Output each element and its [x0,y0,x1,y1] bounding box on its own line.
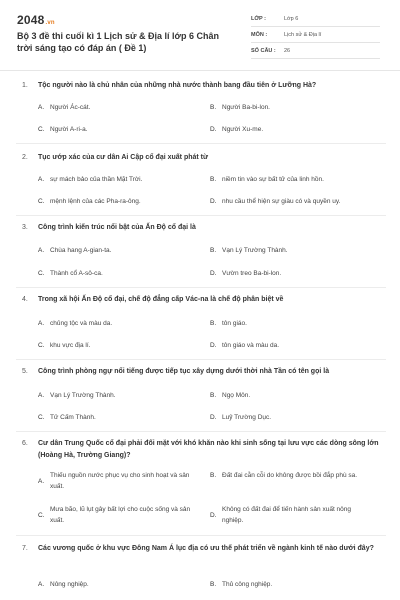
question-stem: Tục ướp xác của cư dân Ai Cập cổ đại xuất phát từ [38,154,209,161]
question-7 [16,543,388,555]
question-text [16,366,388,378]
option-letter: C. [38,126,45,133]
option-text: khu vực địa lí. [50,342,91,349]
option-text: chủng tộc và màu da. [50,320,113,327]
option-a[interactable] [38,174,200,185]
option-a[interactable] [38,245,200,256]
option-text: Chùa hang A-gian-ta. [50,247,112,254]
divider [16,143,386,144]
meta-row-count [251,43,380,59]
option-letter: A. [38,477,45,485]
option-c[interactable] [38,412,200,423]
option-text: Thủ công nghiệp. [222,581,273,588]
option-d[interactable] [210,412,372,423]
question-text [16,294,388,306]
logo-suffix: .vn [45,20,55,26]
option-text: Luỹ Trường Dục. [222,414,272,421]
option-text: mệnh lệnh của các Pha-ra-ông. [50,198,141,205]
option-text: Không có đất đai để tiến hành sản xuất nông nghiệp. [222,506,352,524]
option-letter: D. [210,126,217,133]
option-c[interactable] [38,268,200,279]
divider [16,215,386,216]
option-letter: D. [210,511,217,519]
question-4 [16,294,388,306]
option-letter: C. [38,342,45,349]
question-stem: Các vương quốc ở khu vực Đông Nam Á lục địa có ưu thế phát triển về ngành kinh tế nào dưới đây? [38,545,374,552]
option-b[interactable] [210,245,372,256]
option-letter: B. [210,104,217,111]
option-letter: D. [210,270,217,277]
logo-text: 2048 [17,13,45,27]
question-text [16,222,388,234]
meta-label: LỚP : [251,15,266,22]
question-stem: Trong xã hội Ấn Độ cổ đại, chế độ đẳng cấp Vác-na là chế độ phân biệt về [38,296,284,303]
option-text: Đất đai cằn cỗi do không được bồi đắp phù sa. [222,472,358,479]
option-letter: C. [38,414,45,421]
site-logo[interactable] [17,13,55,27]
option-b[interactable] [210,318,372,329]
option-text: Thành cổ A-sô-ca. [50,270,103,277]
option-b[interactable] [210,390,372,401]
option-text: Tử Cấm Thành. [50,414,96,421]
question-text [16,438,388,462]
option-letter: A. [38,392,45,399]
meta-label: MÔN : [251,31,268,38]
option-d[interactable] [210,340,372,351]
option-a[interactable] [38,390,200,401]
option-letter: B. [210,472,217,479]
option-b[interactable] [210,470,368,481]
question-stem: Cư dân Trung Quốc cổ đại phải đối mặt với khó khăn nào khi sinh sống tại lưu vực các dòng sông lớn (Hoàng Hà, Trường Giang)? [38,440,379,459]
option-letter: B. [210,176,217,183]
option-b[interactable] [210,174,372,185]
option-c[interactable] [38,504,196,526]
option-letter: A. [38,581,45,588]
option-text: Thiếu nguồn nước phục vụ cho sinh hoạt và sản xuất. [50,472,190,490]
divider [16,359,386,360]
option-letter: B. [210,392,217,399]
question-6 [16,438,388,462]
option-text: Vạn Lý Trường Thành. [50,392,116,399]
option-text: Người Xu-me. [222,126,264,133]
option-d[interactable] [210,268,372,279]
option-d[interactable] [210,196,392,207]
question-number: 7. [22,545,28,552]
option-c[interactable] [38,196,200,207]
option-letter: D. [210,198,217,205]
option-text: sự mách bảo của thần Mặt Trời. [50,176,143,183]
question-5 [16,366,388,378]
option-d[interactable] [210,504,368,526]
option-text: Người Ác-cát. [50,104,91,111]
option-text: Người A-ri-a. [50,126,88,133]
question-number: 1. [22,82,28,89]
option-b[interactable] [210,102,372,113]
option-text: nhu cầu thể hiện sự giàu có và quyền uy. [222,198,341,205]
question-3 [16,222,388,234]
option-text: Nông nghiệp. [50,581,89,588]
option-letter: B. [210,247,217,254]
document-title: Bộ 3 đề thi cuối kì 1 Lịch sử & Địa lí lớp 6 Chân trời sáng tạo có đáp án ( Đề 1) [17,31,219,53]
meta-label: SỐ CÂU : [251,47,276,54]
option-c[interactable] [38,340,200,351]
meta-row-subject [251,27,380,43]
option-text: Người Ba-bi-lon. [222,104,270,111]
option-d[interactable] [210,124,372,135]
option-letter: D. [210,342,217,349]
option-letter: C. [38,198,45,205]
option-text: niềm tin vào sự bất tử của linh hồn. [222,176,324,183]
option-text: tôn giáo và màu da. [222,342,280,349]
option-letter: A. [38,247,45,254]
option-letter: B. [210,581,217,588]
option-letter: C. [38,270,45,277]
divider [16,535,386,536]
option-letter: A. [38,320,45,327]
question-number: 6. [22,440,28,447]
question-number: 2. [22,154,28,161]
question-2 [16,152,388,164]
question-number: 4. [22,296,28,303]
option-b[interactable] [210,579,372,590]
question-1 [16,80,388,92]
meta-value: 26 [284,47,291,54]
option-letter: A. [38,176,45,183]
option-letter: C. [38,511,45,519]
question-number: 5. [22,368,28,375]
option-c[interactable] [38,124,200,135]
question-stem: Công trình kiến trúc nổi bật của Ấn Độ cổ đại là [38,224,196,231]
meta-value: Lớp 6 [284,15,299,22]
option-text: Vườn treo Ba-bi-lon. [222,270,282,277]
option-text: Mưa bão, lũ lụt gây bất lợi cho cuộc sống và sản xuất. [50,506,191,524]
option-text: Ngọ Môn. [222,392,251,399]
document-header [0,0,400,71]
option-a[interactable] [38,579,200,590]
question-stem: Công trình phòng ngự nổi tiếng được tiếp tục xây dựng dưới thời nhà Tần có tên gọi là [38,368,330,375]
option-letter: B. [210,320,217,327]
option-a[interactable] [38,102,200,113]
option-text: Vạn Lý Trường Thành. [222,247,288,254]
question-number: 3. [22,224,28,231]
question-text [16,152,388,164]
meta-value: Lịch sử & Địa lí [284,31,322,38]
option-a[interactable] [38,318,200,329]
option-letter: A. [38,104,45,111]
meta-row-class [251,11,380,27]
option-letter: D. [210,414,217,421]
divider [16,287,386,288]
question-stem: Tộc người nào là chủ nhân của những nhà nước thành bang đầu tiên ở Lưỡng Hà? [38,82,317,89]
option-a[interactable] [38,470,196,492]
meta-table [251,11,380,59]
option-text: tôn giáo. [222,320,247,327]
question-text [16,543,388,555]
question-text [16,80,388,92]
divider [16,431,386,432]
